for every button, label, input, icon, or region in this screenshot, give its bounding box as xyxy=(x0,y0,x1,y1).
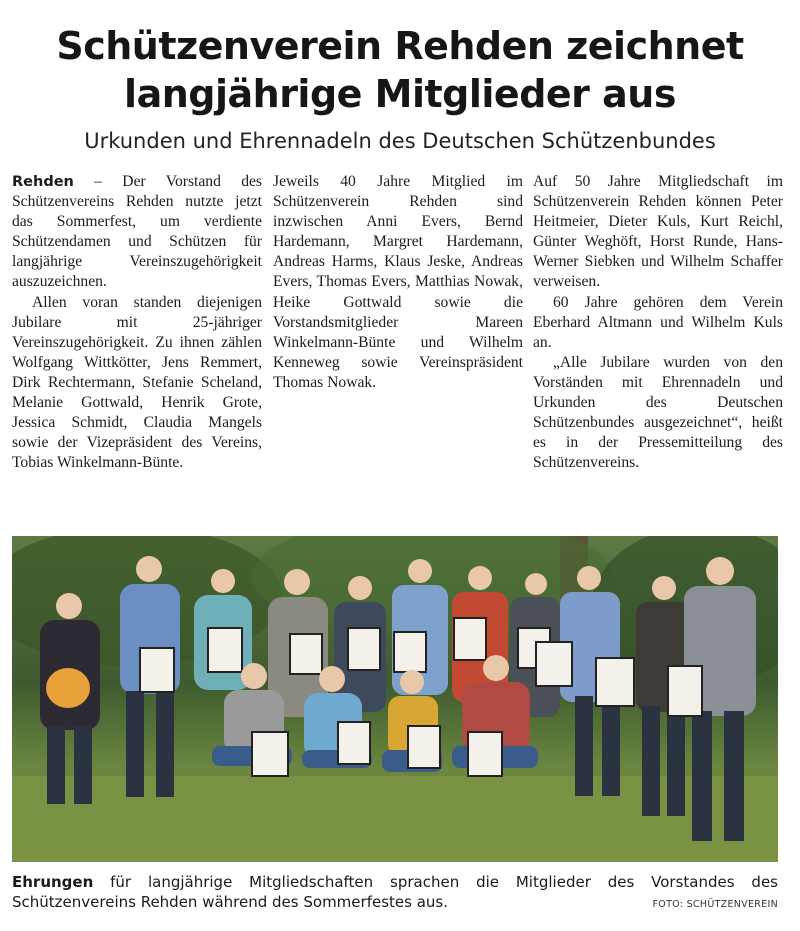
paragraph-1 xyxy=(12,172,262,293)
paragraph-6: „Alle Jubilare wurden von den Vorständen mit Ehrennadeln und Urkunden des Deutschen Schützenbundes ausgezeichnet“, heißt es in der Pressemitteilung des Schützenvereins. xyxy=(533,353,783,472)
paragraph-5: 60 Jahre gehören dem Verein Eberhard Altmann und Wilhelm Kuls an. xyxy=(533,293,783,351)
dateline: Rehden xyxy=(12,174,74,190)
article-subheadline: Urkunden und Ehrennadeln des Deutschen Schützenbundes xyxy=(84,129,716,153)
group-photo-illustration xyxy=(12,536,778,862)
article-headline xyxy=(0,22,800,118)
paragraph-4: Auf 50 Jahre Mitgliedschaft im Schützenverein Rehden können Peter Heitmeier, Dieter Kuls, Kurt Reichl, Günter Weghöft, Horst Runde, Hans-Werner Siebken und Wilhelm Schaffer verweisen. xyxy=(533,173,783,291)
paragraph-2: Allen voran standen diejenigen Jubilare mit 25-jähriger Vereinszugehörigkeit. Zu ihnen zählen Wolfgang Wittkötter, Jens Remmert, Dirk Rechtermann, Stefanie Scheland, Melanie Gottwald, Henrik Grote, Jessica Schmidt, Claudia Mangels sowie der Vizepräsident des Vereins, Tobias Winkelmann-Bünte. xyxy=(12,293,262,472)
caption-lead: Ehrungen xyxy=(12,873,94,891)
headline-line-1: Schützenverein Rehden zeichnet xyxy=(56,24,744,68)
article-column-1 xyxy=(12,172,262,473)
photo-credit: FOTO: SCHÜTZENVEREIN xyxy=(652,899,778,910)
group-photo xyxy=(12,536,778,862)
paragraph-1-text: – Der Vorstand des Schützenvereins Rehden nutzte jetzt das Sommerfest, um verdiente Schützendamen und Schützen für langjährige Vereinszugehörigkeit auszuzeichnen. xyxy=(12,173,262,291)
article-column-3 xyxy=(533,172,783,473)
paragraph-3: Jeweils 40 Jahre Mitglied im Schützenverein Rehden sind inzwischen Anni Evers, Bernd Hardemann, Margret Hardemann, Andreas Harms, Klaus Jeske, Andreas Evers, Thomas Evers, Matthias Nowak, Heike Gottwald sowie die Vorstandsmitglieder Mareen Winkelmann-Bünte und Wilhelm Kenneweg sowie Vereinspräsident Thomas Nowak. xyxy=(273,173,523,391)
headline-line-2: langjährige Mitglieder aus xyxy=(124,72,676,116)
article-column-2 xyxy=(273,172,523,393)
caption-text: für langjährige Mitgliedschaften sprachen die Mitglieder des Vorstandes des Schützenvereins Rehden während des Sommerfestes aus. xyxy=(12,873,778,911)
